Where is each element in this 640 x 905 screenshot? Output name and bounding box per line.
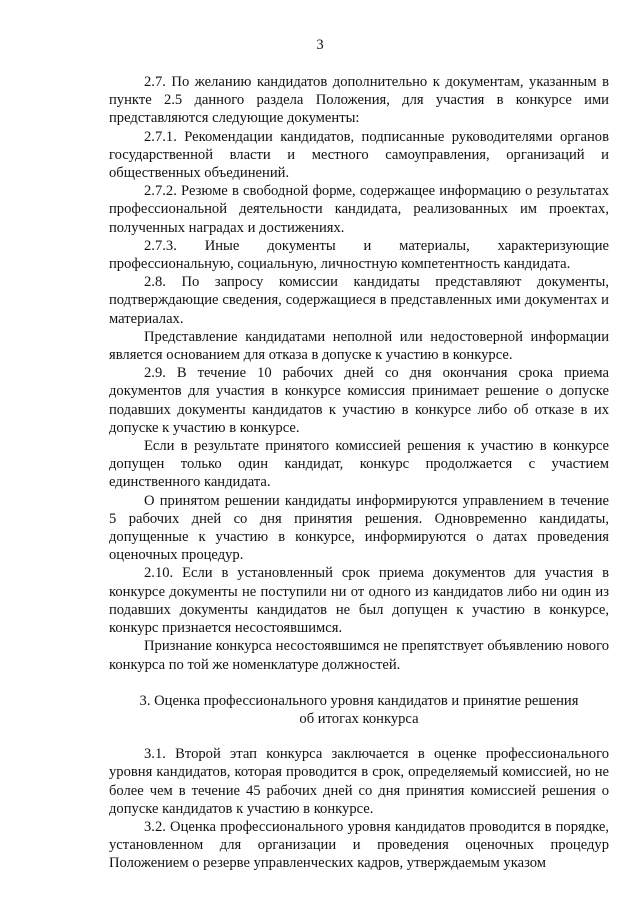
paragraph-2-9-notification: О принятом решении кандидаты информируются управлением в течение 5 рабочих дней со дня принятия решения. Одновременно кандидаты, допущенные к участию в конкурсе, информируются о датах проведения оценочных процедур. bbox=[109, 492, 609, 564]
paragraph-2-9-single-candidate: Если в результате принятого комиссией решения к участию в конкурсе допущен только один кандидат, конкурс продолжается с участием единственного кандидата. bbox=[109, 438, 609, 491]
section-heading-line-2: об итогах конкурса bbox=[299, 710, 419, 727]
section-heading-line-1: 3. Оценка профессионального уровня кандидатов и принятие решения bbox=[139, 692, 579, 709]
paragraph-2-7-1: 2.7.1. Рекомендации кандидатов, подписанные руководителями органов государственной власти и местного самоуправления, организаций и общественных объединений. bbox=[109, 128, 609, 182]
paragraph-2-10: 2.10. Если в установленный срок приема документов для участия в конкурсе документы не поступили ни от одного из кандидатов либо ни один из подавших документы кандидатов не был допущен к участию в конкурсе, конкурс признается несостоявшимся. bbox=[109, 565, 609, 637]
paragraph-2-7-3: 2.7.3. Иные документы и материалы, характеризующие профессиональную, социальную, личностную компетентность кандидата. bbox=[109, 237, 609, 273]
paragraph-3-2: 3.2. Оценка профессионального уровня кандидатов проводится в порядке, установленном для организации и проведения оценочных процедур Положением о резерве управленческих кадров, утверждаемым указом bbox=[109, 818, 609, 872]
paragraph-2-8: 2.8. По запросу комиссии кандидаты представляют документы, подтверждающие сведения, содержащиеся в представленных ими документах и материалах. bbox=[109, 274, 609, 327]
paragraph-2-7: 2.7. По желанию кандидатов дополнительно к документам, указанным в пункте 2.5 данного раздела Положения, для участия в конкурсе ими представляются следующие документы: bbox=[109, 74, 609, 127]
section-heading bbox=[109, 692, 609, 728]
paragraph-2-8-note: Представление кандидатами неполной или недостоверной информации является основанием для отказа в допуске к участию в конкурсе. bbox=[109, 328, 609, 364]
paragraph-2-7-2: 2.7.2. Резюме в свободной форме, содержащее информацию о результатах профессиональной деятельности кандидата, реализованных им проектах, полученных наградах и достижениях. bbox=[109, 183, 609, 236]
paragraph-2-10-new-contest: Признание конкурса несостоявшимся не препятствует объявлению нового конкурса по той же номенклатуре должностей. bbox=[109, 638, 609, 673]
paragraph-3-1: 3.1. Второй этап конкурса заключается в оценке профессионального уровня кандидатов, которая проводится в срок, определяемый комиссией, но не более чем в течение 45 рабочих дней со дня принятия комиссией решения о допуске кандидатов к участию в конкурсе. bbox=[109, 746, 609, 817]
paragraph-2-9: 2.9. В течение 10 рабочих дней со дня окончания срока приема документов для участия в конкурсе комиссия принимает решение о допуске подавших документы кандидатов к участию в конкурсе либо об отказе в их допуске к участию в конкурсе. bbox=[109, 365, 609, 436]
document-body bbox=[109, 73, 609, 873]
page-number: 3 bbox=[316, 37, 324, 53]
